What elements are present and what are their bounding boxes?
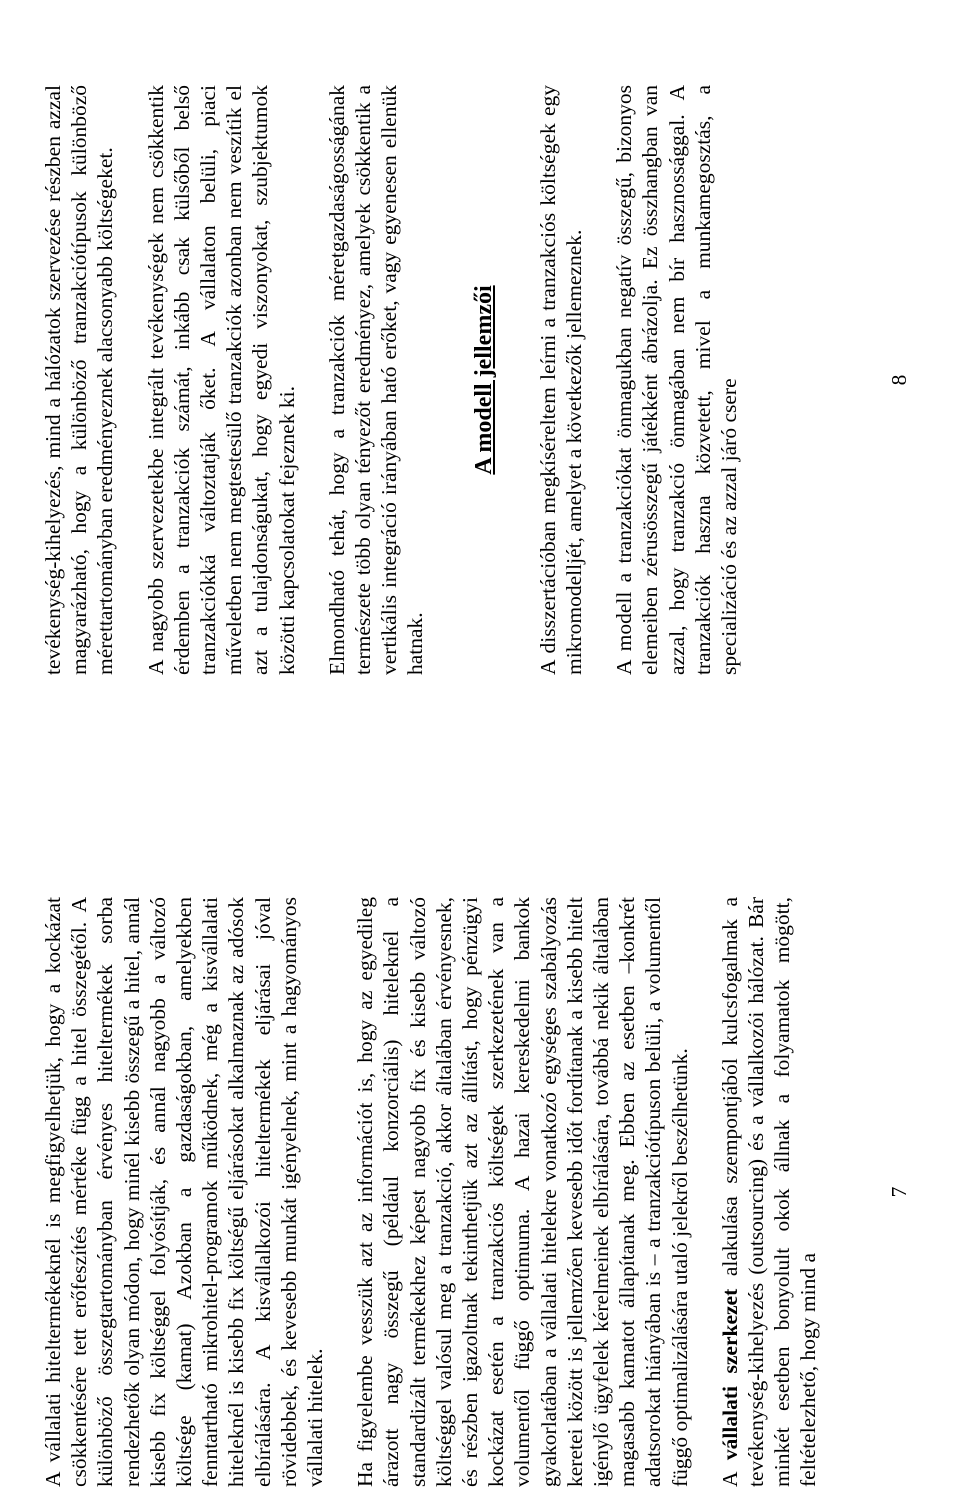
paragraph-rest: alakulása szempontjából kulcsfogalmak a tevékenység-kihelyezés (outsourcing) és a vállalkozói hálózat. Bár minkét esetben bonyolult okok állnak a folyamatok mögött, feltételezhető, hogy mind a [717, 897, 821, 1487]
paragraph: A modell a tranzakciókat önmagukban negatív összegű, bizonyos elemeiben zérusösszegű játékként ábrázolja. Ez összhangban van azzal, hogy tranzakció önmagában nem bír hasznossággal. A tranzakciók haszna közvetett, mivel a munkamegosztás, a specializáció és az azzal járó csere [612, 85, 742, 675]
section-heading: A modell jellemzői [470, 285, 497, 475]
page-number: 8 [887, 374, 911, 386]
paragraph: Ha figyelembe vesszük azt az információt is, hogy az egyedileg árazott nagy összegű (például konzorciális) hiteleknél a standardizált termékekhez képest nagyobb fix és kisebb változó költséggel valósul meg a tranzakció, akkor általában érvényesnek, és részben igazoltnak tekinthetjük azt az állítást, hogy pénzügyi kockázat esetén a tranzakciós költségek szerkezetének van a volumentől függő optimuma. A hazai kereskedelmi bankok gyakorlatában a vállalati hitelekre vonatkozó egységes szabályozás keretei között is jellemzően kevesebb időt fordítanak a kisebb hitelt igénylő ügyfelek kérelmeinek elbírálására, továbbá nekik általában magasabb kamatot állapítanak meg. Ebben az esetben –konkrét adatsorokat hiányában is – a tranzakciótípuson belüli, a volumentől függő optimalizálására utaló jelekről beszélhetünk. [353, 897, 692, 1487]
paragraph: Elmondható tehát, hogy a tranzakciók méretgazdaságosságának természete több olyan tényezőt eredményez, amelyek csökkentik a vertikális integráció irányában ható erőket, vagy egyenesen ellenük hatnak. [324, 85, 428, 675]
page-right-body [40, 85, 742, 675]
paragraph: A disszertációban megkíséreltem leírni a tranzakciós költségek egy mikromodelljét, amelyet a következők jellemeznek. [535, 85, 587, 675]
paragraph [717, 897, 822, 1487]
page-right [40, 85, 920, 675]
page-left-body [40, 897, 822, 1487]
paragraph-start: A [717, 1472, 742, 1487]
bold-term: vállalati szerkezet [717, 1288, 742, 1461]
paragraph: A vállalati hiteltermékeknél is megfigyelhetjük, hogy a kockázat csökkentésére tett erőfeszítés mértéke függ a hitel összegétől. A különböző összegtartományban érvényes hiteltermékek sorba rendezhetők olyan módon, hogy minél kisebb összegű a hitel, annál kisebb fix költséggel folyósítják, és annál nagyobb a változó költsége (kamat) Azokban a gazdaságokban, amelyekben fenntartható mikrohitel-programok működnek, még a kisvállalati hiteleknél is kisebb fix költségű eljárásokat alkalmaznak az adósok elbírálására. A kisvállalkozói hiteltermékek eljárásai jóval rövidebbek, és kevesebb munkát igényelnek, mint a hagyományos vállalati hitelek. [41, 897, 328, 1487]
page-left [40, 897, 920, 1487]
paragraph: A nagyobb szervezetekbe integrált tevékenységek nem csökkentik érdemben a tranzakciók számát, inkább csak külsőből belső tranzakciókká változtatják őket. A vállalaton belüli, piaci műveletben nem megtestesülő tranzakciók azonban nem veszítik el azt a tulajdonságukat, hogy egyedi viszonyokat, szubjektumok közötti kapcsolatokat fejeznek ki. [143, 85, 299, 675]
paragraph: tevékenység-kihelyezés, mind a hálózatok szervezése részben azzal magyarázható, hogy a különböző tranzakciótípusok különböző mérettartományban eredményeznek alacsonyabb költségeket. [41, 85, 118, 675]
page-number: 7 [887, 1186, 911, 1198]
